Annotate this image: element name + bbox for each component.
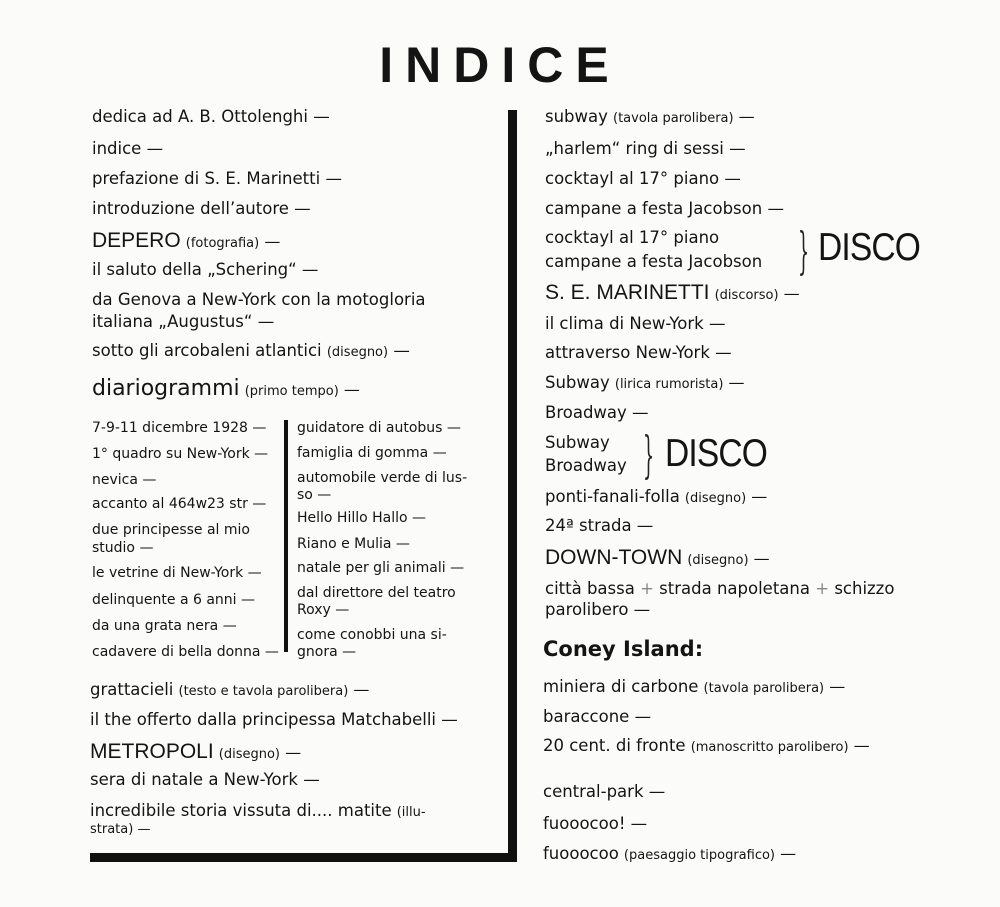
toc-entry: attraverso New-York — (545, 343, 732, 362)
sub-entry: so — (297, 487, 332, 503)
sub-entry: come conobbi una si- (297, 627, 447, 643)
toc-entry: 20 cent. di fronte (manoscritto parolibero) — (543, 736, 870, 755)
toc-entry: sera di natale a New-York — (90, 770, 320, 789)
sub-column-divider (284, 420, 288, 652)
sub-entry: le vetrine di New-York — (92, 565, 262, 581)
section-heading: diariogrammi (primo tempo) — (92, 376, 360, 401)
toc-entry: Subway (lirica rumorista) — (545, 373, 745, 392)
column-divider (508, 110, 517, 862)
sub-entry: guidatore di autobus — (297, 420, 461, 436)
toc-entry: da Genova a New-York con la motogloria (92, 290, 426, 309)
sub-entry: Hello Hillo Hallo — (297, 510, 427, 526)
toc-entry: DOWN-TOWN (disegno) — (545, 546, 770, 569)
toc-entry: Broadway (545, 456, 627, 475)
sub-entry: accanto al 464w23 str — (92, 496, 267, 512)
sub-entry: dal direttore del teatro (297, 585, 456, 601)
toc-entry: METROPOLI (disegno) — (90, 740, 302, 763)
toc-entry: strata) — (90, 822, 151, 837)
toc-entry: central-park — (543, 782, 666, 801)
toc-entry: italiana „Augustus“ — (92, 312, 275, 331)
toc-entry: dedica ad A. B. Ottolenghi — (92, 107, 330, 126)
toc-entry: 24ª strada — (545, 516, 654, 535)
toc-entry: cocktayl al 17° piano (545, 228, 720, 247)
toc-entry: DEPERO (fotografia) — (92, 229, 281, 252)
sub-entry: due principesse al mio (92, 522, 250, 538)
toc-entry: parolibero — (545, 600, 651, 619)
toc-entry: il saluto della „Schering“ — (92, 260, 319, 279)
toc-entry: campane a festa Jacobson (545, 252, 763, 271)
toc-entry: introduzione dell’autore — (92, 199, 311, 218)
sub-entry: nevica — (92, 472, 157, 488)
toc-entry: incredibile storia vissuta di.... matite (illu- (90, 801, 426, 820)
bottom-rule (90, 853, 517, 862)
toc-entry: miniera di carbone (tavola parolibera) — (543, 677, 846, 696)
sub-entry: 1° quadro su New-York — (92, 446, 269, 462)
toc-entry: Subway (545, 433, 610, 452)
section-heading: Coney Island: (543, 637, 704, 661)
toc-entry: cocktayl al 17° piano — (545, 169, 741, 188)
sub-entry: delinquente a 6 anni — (92, 592, 256, 608)
sub-entry: da una grata nera — (92, 618, 237, 634)
toc-entry: baraccone — (543, 707, 652, 726)
toc-entry: prefazione di S. E. Marinetti — (92, 169, 342, 188)
sub-entry: famiglia di gomma — (297, 445, 447, 461)
brace-icon: } (643, 426, 655, 484)
sub-entry: Riano e Mulia — (297, 536, 410, 552)
toc-entry: „harlem“ ring di sessi — (545, 139, 746, 158)
sub-entry: studio — (92, 540, 154, 556)
toc-entry: fuooocoo! — (543, 814, 648, 833)
toc-entry: campane a festa Jacobson — (545, 199, 784, 218)
sub-entry: gnora — (297, 644, 357, 660)
toc-entry: città bassa + strada napoletana + schizzo (545, 579, 895, 598)
disco-label: DISCO (665, 432, 767, 475)
toc-entry: il clima di New-York — (545, 314, 726, 333)
toc-entry: fuooocoo (paesaggio tipografico) — (543, 844, 797, 863)
toc-entry: S. E. MARINETTI (discorso) — (545, 281, 800, 304)
sub-entry: 7-9-11 dicembre 1928 — (92, 420, 267, 436)
disco-label: DISCO (818, 226, 920, 269)
toc-entry: indice — (92, 139, 164, 158)
toc-entry: Broadway — (545, 403, 649, 422)
toc-entry: grattacieli (testo e tavola parolibera) — (90, 680, 370, 699)
toc-entry: subway (tavola parolibera) — (545, 107, 755, 126)
toc-entry: ponti-fanali-folla (disegno) — (545, 487, 768, 506)
brace-icon: } (798, 222, 810, 280)
sub-entry: Roxy — (297, 602, 350, 618)
toc-entry: il the offerto dalla principessa Matchabelli — (90, 710, 458, 729)
sub-entry: natale per gli animali — (297, 560, 465, 576)
toc-entry: sotto gli arcobaleni atlantici (disegno) — (92, 341, 410, 360)
sub-entry: automobile verde di lus- (297, 470, 468, 486)
sub-entry: cadavere di bella donna — (92, 644, 279, 660)
page-title: INDICE (379, 37, 621, 93)
